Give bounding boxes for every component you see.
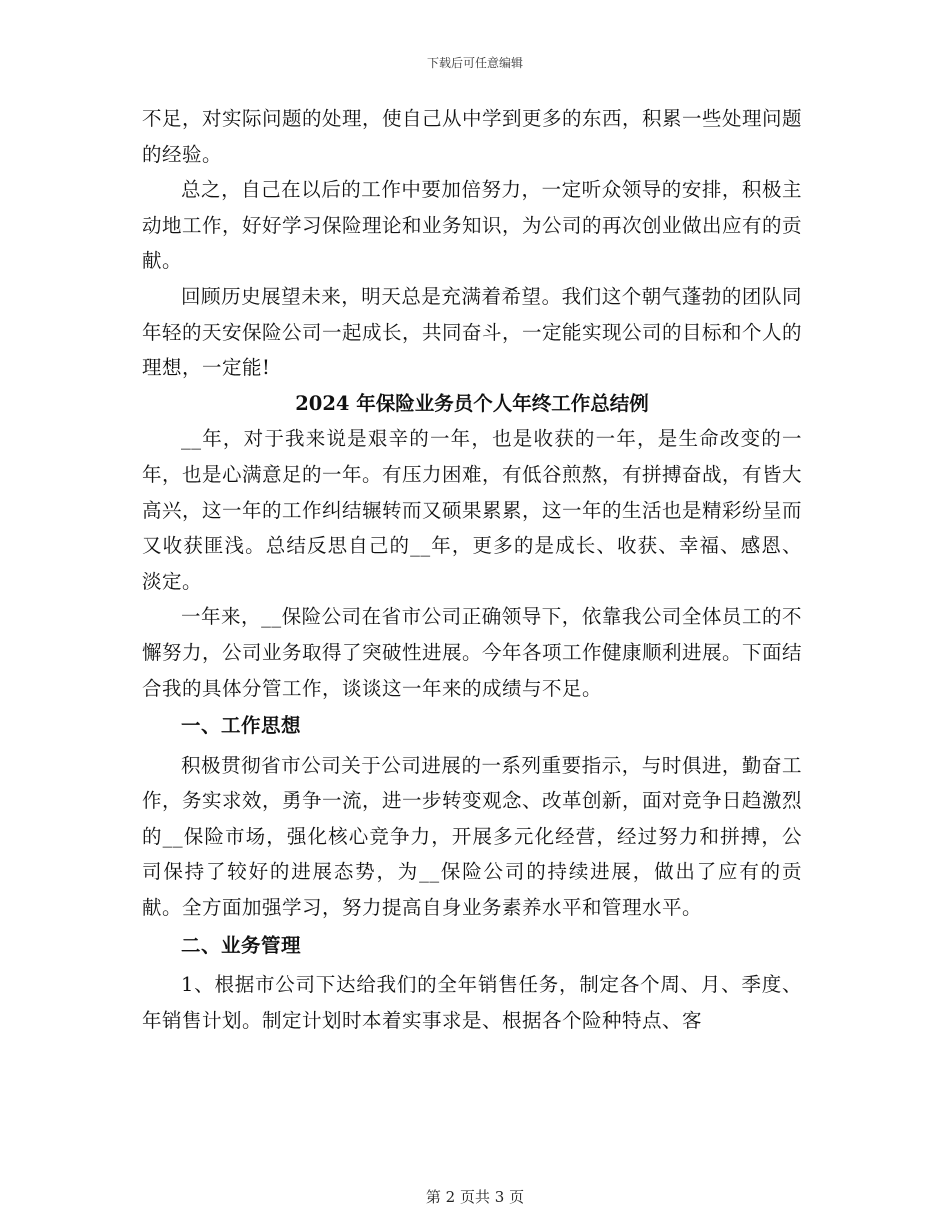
paragraph: 总之，自己在以后的工作中要加倍努力，一定听众领导的安排，积极主动地工作，好好学习保险理论和业务知识，为公司的再次创业做出应有的贡献。 [142,178,803,273]
paragraph: __年，对于我来说是艰辛的一年，也是收获的一年，是生命改变的一年，也是心满意足的一年。有压力困难，有低谷煎熬，有拼搏奋战，有皆大高兴，这一年的工作纠结辗转而又硕果累累，这一年的生活也是精彩纷呈而又收获匪浅。总结反思自己的__年，更多的是成长、收获、幸福、感恩、淡定。 [142,427,803,593]
section-title: 2024 年保险业务员个人年终工作总结例 [295,391,649,415]
paragraph: 1、根据市公司下达给我们的全年销售任务，制定各个周、月、季度、年销售计划。制定计划时本着实事求是、根据各个险种特点、客 [142,973,802,1032]
page-header: 下载后可任意编辑 [426,56,523,70]
document-body [142,101,802,1038]
section-heading: 二、业务管理 [181,933,302,957]
paragraph: 一年来，__保险公司在省市公司正确领导下，依靠我公司全体员工的不懈努力，公司业务取得了突破性进展。今年各项工作健康顺利进展。下面结合我的具体分管工作，谈谈这一年来的成绩与不足。 [142,605,803,700]
paragraph: 回顾历史展望未来，明天总是充满着希望。我们这个朝气蓬勃的团队同年轻的天安保险公司一起成长，共同奋斗，一定能实现公司的目标和个人的理想，一定能! [142,284,803,380]
paragraph: 积极贯彻省市公司关于公司进展的一系列重要指示，与时俱进，勤奋工作，务实求效，勇争一流，进一步转变观念、改革创新，面对竞争日趋激烈的__保险市场，强化核心竞争力，开展多元化经营，经过努力和拼搏，公司保持了较好的进展态势，为__保险公司的持续进展，做出了应有的贡献。全方面加强学习，努力提高自身业务素养水平和管理水平。 [142,753,803,920]
paragraph: 不足，对实际问题的处理，使自己从中学到更多的东西，积累一些处理问题的经验。 [142,107,803,166]
section-heading: 一、工作思想 [181,714,302,738]
page-footer: 第 2 页共 3 页 [425,1188,525,1206]
